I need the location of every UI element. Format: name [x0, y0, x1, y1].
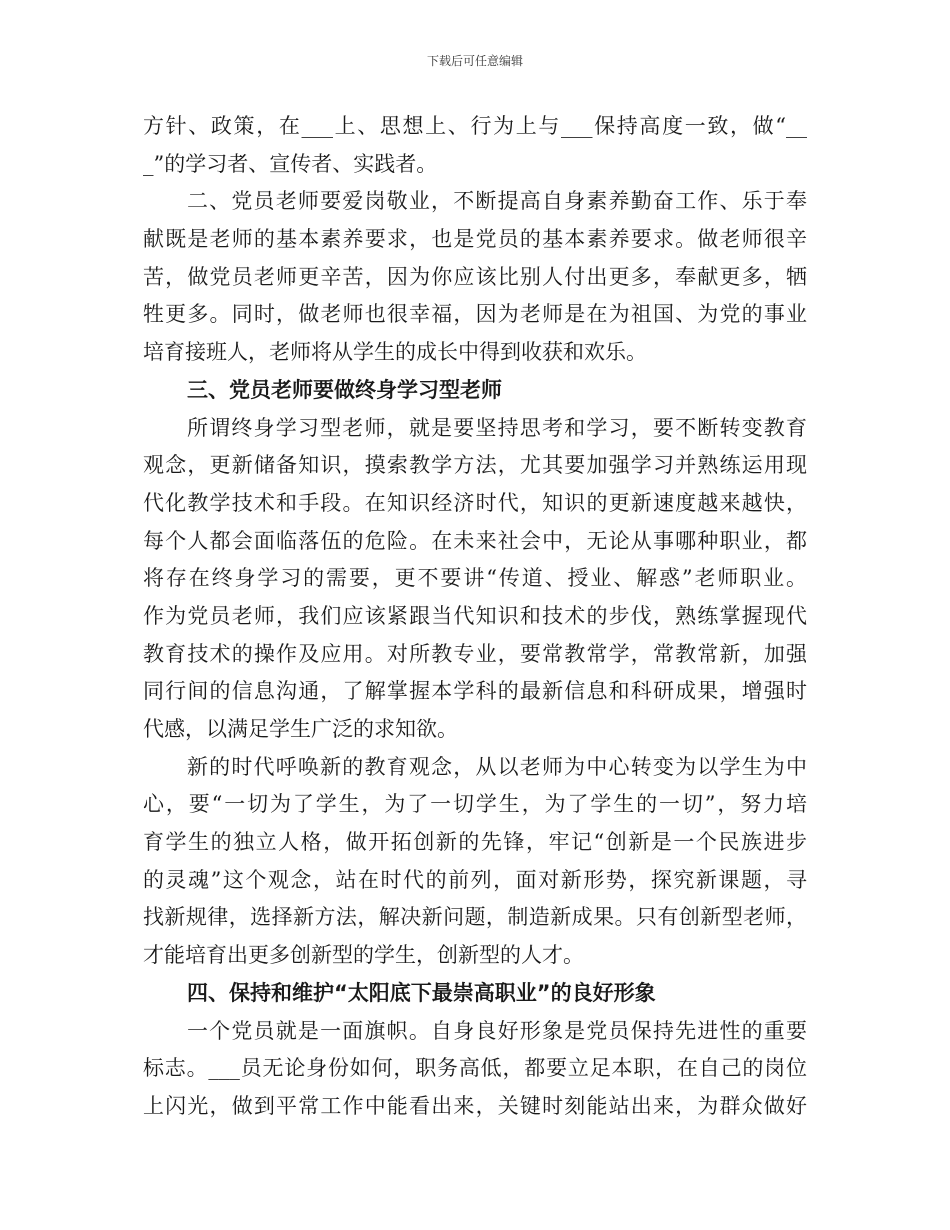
text-line: 培育接班人，老师将从学生的成长中得到收获和欢乐。 — [143, 340, 647, 365]
text-line: 牲更多。同时，做老师也很幸福，因为老师是在为祖国、为党的事业 — [143, 302, 807, 327]
text-line: _”的学习者、宣传者、实践者。 — [143, 151, 438, 176]
text-line: 教育技术的操作及应用。对所教专业，要常教常学，常教常新，加强 — [143, 641, 807, 666]
page-header: 下载后可任意编辑 — [426, 54, 523, 68]
text-line: 同行间的信息沟通，了解掌握本学科的最新信息和科研成果，增强时 — [143, 679, 807, 704]
paragraph-start: 一个党员就是一面旗帜。自身良好形象是党员保持先进性的重要 — [187, 1018, 807, 1043]
text-line: 代感，以满足学生广泛的求知欲。 — [143, 717, 458, 741]
text-line: 苦，做党员老师更辛苦，因为你应该比别人付出更多，奉献更多，牺 — [143, 264, 807, 289]
text-line: 找新规律，选择新方法，解决新问题，制造新成果。只有创新型老师， — [143, 905, 807, 930]
paragraph-start: 所谓终身学习型老师，就是要坚持思考和学习，要不断转变教育 — [187, 415, 807, 440]
paragraph-start: 新的时代呼唤新的教育观念，从以老师为中心转变为以学生为中 — [187, 754, 807, 779]
text-line: 作为党员老师，我们应该紧跟当代知识和技术的步伐，熟练掌握现代 — [143, 603, 807, 628]
text-line: 方针、政策，在___上、思想上、行为上与___保持高度一致，做“__ — [143, 114, 807, 138]
text-line: 育学生的独立人格，做开拓创新的先锋，牢记“创新是一个民族进步 — [143, 830, 807, 855]
document-body — [143, 108, 807, 1126]
text-line: 献既是老师的基本素养要求，也是党员的基本素养要求。做老师很辛 — [143, 227, 807, 252]
text-line: 每个人都会面临落伍的危险。在未来社会中，无论从事哪种职业，都 — [143, 528, 807, 553]
paragraph-start: 二、党员老师要爱岗敬业，不断提高自身素养勤奋工作、乐于奉 — [187, 189, 807, 214]
text-line: 心，要“一切为了学生，为了一切学生，为了学生的一切”，努力培 — [143, 792, 807, 817]
text-line: 代化教学技术和手段。在知识经济时代，知识的更新速度越来越快， — [143, 490, 807, 515]
text-line: 标志。___员无论身份如何，职务高低，都要立足本职，在自己的岗位 — [143, 1056, 807, 1081]
text-line: 将存在终身学习的需要，更不要讲“传道、授业、解惑”老师职业。 — [143, 566, 807, 591]
section-heading: 三、党员老师要做终身学习型老师 — [187, 377, 502, 402]
text-line: 的灵魂”这个观念，站在时代的前列，面对新形势，探究新课题，寻 — [143, 867, 807, 892]
text-line: 才能培育出更多创新型的学生，创新型的人才。 — [143, 943, 584, 968]
text-line: 上闪光，做到平常工作中能看出来，关键时刻能站出来，为群众做好 — [143, 1093, 807, 1118]
text-line: 观念，更新储备知识，摸索教学方法，尤其要加强学习并熟练运用现 — [143, 453, 807, 478]
section-heading: 四、保持和维护“太阳底下最崇高职业”的良好形象 — [187, 980, 656, 1005]
